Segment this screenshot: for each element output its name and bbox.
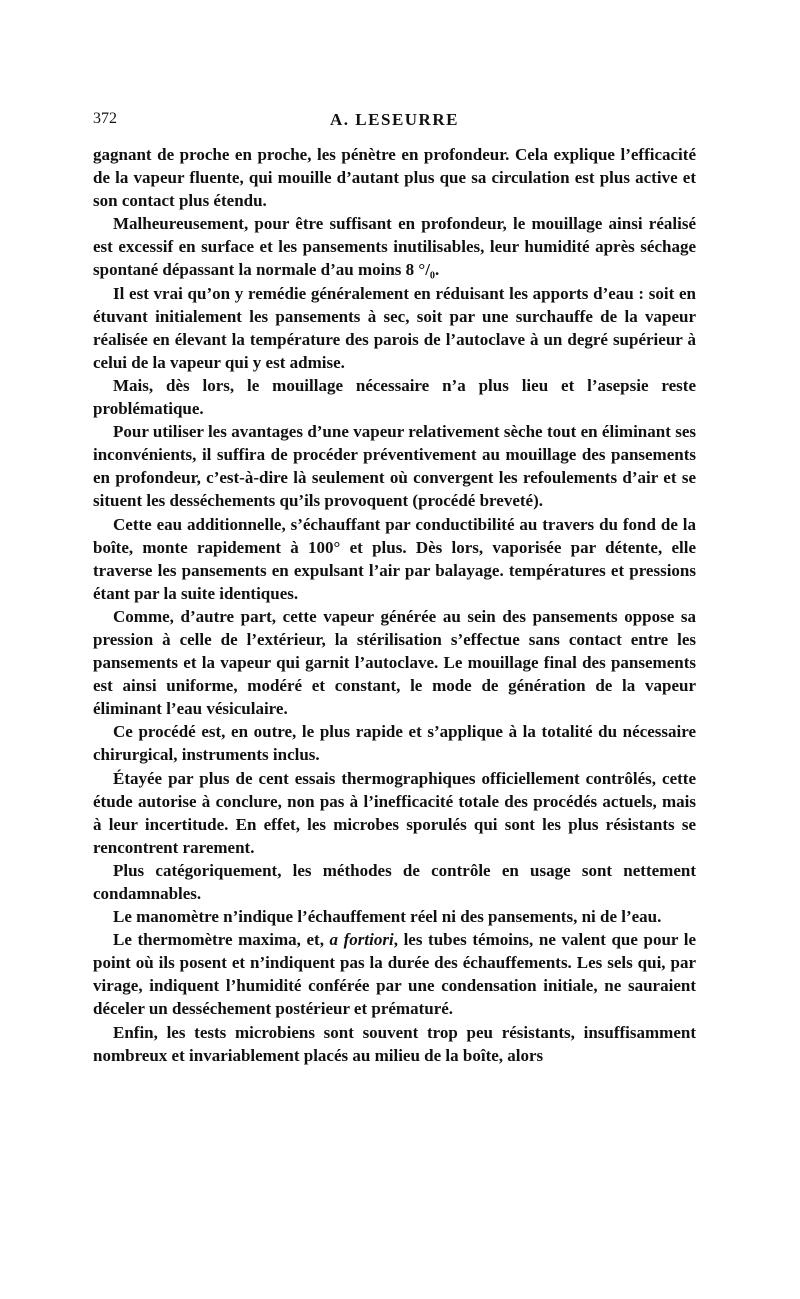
paragraph-text: Le thermomètre maxima, et, bbox=[113, 930, 330, 950]
paragraph: Mais, dès lors, le mouillage nécessaire n’a plus lieu et l’asepsie reste problématique. bbox=[93, 375, 696, 419]
paragraph: Il est vrai qu’on y remédie généralement en réduisant les apports d’eau : soit en étuvant initialement les pansements à sec, soit par une surchauffe de la vapeur réalisée en élevant la température des parois de l’autoclave à un degré supérieur à celui de la vapeur qui y est admise. bbox=[93, 283, 696, 372]
page-number: 372 bbox=[93, 110, 117, 127]
body-text bbox=[93, 143, 696, 1067]
paragraph: gagnant de proche en proche, les pénètre en profondeur. Cela explique l’efficacité de la vapeur fluente, qui mouille d’autant plus que sa circulation est plus active et son contact plus étendu. bbox=[93, 145, 696, 211]
paragraph bbox=[93, 928, 696, 1020]
paragraph: Étayée par plus de cent essais thermographiques officiellement contrôlés, cette étude autorise à conclure, non pas à l’inefficacité totale des procédés actuels, mais à leur incertitude. En effet, les microbes sporulés qui sont les plus résistants se rencontrent rarement. bbox=[93, 768, 696, 857]
page-header bbox=[93, 110, 696, 136]
paragraph: Malheureusement, pour être suffisant en profondeur, le mouillage ainsi réalisé est excessif en surface et les pansements inutilisables, leur humidité après séchage spontané dépassant la normale d’au moins 8 °/₀. bbox=[93, 214, 696, 280]
paragraph: Comme, d’autre part, cette vapeur générée au sein des pansements oppose sa pression à celle de l’extérieur, la stérilisation s’effectue sans contact entre les pansements et la vapeur qui garnit l’autoclave. Le mouillage final des pansements est ainsi uniforme, modéré et constant, le mode de génération de la vapeur éliminant l’eau vésiculaire. bbox=[93, 606, 696, 719]
paragraph: Ce procédé est, en outre, le plus rapide et s’applique à la totalité du nécessaire chirurgical, instruments inclus. bbox=[93, 722, 696, 765]
running-head: A. LESEURRE bbox=[330, 110, 459, 129]
paragraph-text: , les tubes témoins, ne valent que pour le point où ils posent et n’indiquent pas la durée des échauffements. Les sels qui, par virage, indiquent l’humidité conférée par une condensation initiale, ne sauraient déceler un desséchement postérieur et prématuré. bbox=[93, 930, 697, 1019]
italic-phrase: a fortiori bbox=[329, 930, 394, 950]
paragraph: Pour utiliser les avantages d’une vapeur relativement sèche tout en éliminant ses inconvénients, il suffira de procéder préventivement au mouillage des pansements en profondeur, c’est-à-dire là seulement où convergent les refoulements d’air et se situent les desséchements qu’ils provoquent (procédé breveté). bbox=[93, 422, 696, 511]
paragraph: Enfin, les tests microbiens sont souvent trop peu résistants, insuffisamment nombreux et invariablement placés au milieu de la boîte, alors bbox=[93, 1022, 696, 1065]
paragraph: Cette eau additionnelle, s’échauffant par conductibilité au travers du fond de la boîte, monte rapidement à 100° et plus. Dès lors, vaporisée par détente, elle traverse les pansements en expulsant l’air par balayage. températures et pressions étant par la suite identiques. bbox=[93, 514, 696, 603]
paragraph: Le manomètre n’indique l’échauffement réel ni des pansements, ni de l’eau. bbox=[113, 907, 662, 927]
paragraph: Plus catégoriquement, les méthodes de contrôle en usage sont nettement condamnables. bbox=[93, 860, 696, 903]
